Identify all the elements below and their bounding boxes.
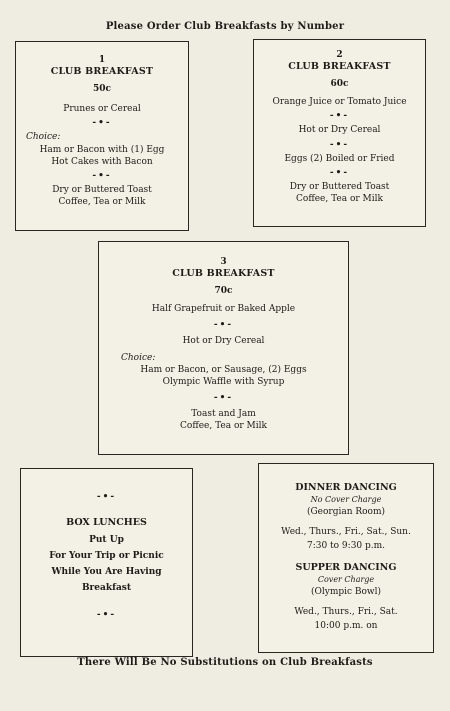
dancing-card (258, 463, 434, 653)
menu-price: 70c (214, 285, 233, 296)
page-header: Please Order Club Breakfasts by Number (105, 21, 345, 32)
menu-item: Coffee, Tea or Milk (296, 194, 383, 205)
ornament: -•- (96, 609, 117, 620)
menu-item: Prunes or Cereal (63, 104, 141, 115)
menu-price: 50c (92, 83, 111, 94)
menu-item: Coffee, Tea or Milk (58, 197, 146, 208)
menu-item: Coffee, Tea or Milk (180, 421, 267, 432)
club-breakfast-3-card (98, 241, 349, 455)
box-lunches-card (20, 468, 193, 657)
supper-dancing-title: SUPPER DANCING (295, 562, 397, 574)
box-lunches-text: For Your Trip or Picnic (49, 551, 164, 562)
club-breakfast-1-card (15, 41, 189, 231)
supper-days: Wed., Thurs., Fri., Sat. (294, 606, 398, 617)
menu-number: 1 (98, 55, 106, 65)
ornament: -•- (92, 170, 112, 181)
menu-title: CLUB BREAKFAST (288, 61, 391, 73)
menu-item: Dry or Buttered Toast (52, 184, 152, 195)
menu-item: Orange Juice or Tomato Juice (272, 97, 407, 108)
menu-item: Hot Cakes with Bacon (51, 156, 153, 167)
menu-item: Hot or Dry Cereal (298, 125, 381, 136)
dinner-days: Wed., Thurs., Fri., Sat., Sun. (281, 526, 411, 537)
ornament: -•- (329, 111, 350, 122)
dinner-dancing-title: DINNER DANCING (295, 482, 397, 493)
page-footer: There Will Be No Substitutions on Club Breakfasts (77, 657, 373, 668)
menu-title: CLUB BREAKFAST (172, 268, 275, 280)
ornament: -•- (96, 492, 117, 502)
menu-title: CLUB BREAKFAST (50, 66, 154, 78)
club-breakfast-2-card (253, 39, 426, 227)
menu-item: Olympic Waffle with Syrup (162, 376, 285, 387)
menu-number: 2 (336, 50, 343, 60)
box-lunches-text: While You Are Having (51, 567, 162, 578)
dinner-cover-charge: No Cover Charge (310, 494, 382, 504)
ornament: -•- (329, 139, 350, 150)
ornament: -•- (329, 167, 350, 178)
ornament: -•- (213, 320, 234, 331)
menu-item: Toast and Jam (191, 409, 256, 420)
box-lunches-heading: BOX LUNCHES (66, 517, 147, 529)
supper-time: 10:00 p.m. on (314, 620, 378, 631)
choice-label: Choice: (121, 352, 156, 363)
supper-room: (Olympic Bowl) (310, 586, 382, 597)
menu-number: 3 (220, 257, 227, 267)
menu-item: Ham or Bacon, or Sausage, (2) Eggs (140, 364, 307, 375)
box-lunches-text: Breakfast (81, 583, 132, 594)
menu-item: Half Grapefruit or Baked Apple (151, 304, 296, 315)
choice-label: Choice: (26, 132, 61, 143)
menu-price: 60c (330, 78, 349, 89)
dinner-room: (Georgian Room) (306, 506, 386, 517)
menu-item: Hot or Dry Cereal (182, 336, 265, 347)
ornament: -•- (213, 392, 234, 403)
menu-item: Dry or Buttered Toast (289, 181, 390, 192)
box-lunches-text: Put Up (89, 534, 124, 545)
dinner-time: 7:30 to 9:30 p.m. (306, 540, 386, 551)
menu-item: Eggs (2) Boiled or Fried (284, 153, 395, 164)
supper-cover-charge: Cover Charge (317, 574, 375, 584)
ornament: -•- (92, 118, 112, 129)
menu-item: Ham or Bacon with (1) Egg (39, 144, 165, 155)
